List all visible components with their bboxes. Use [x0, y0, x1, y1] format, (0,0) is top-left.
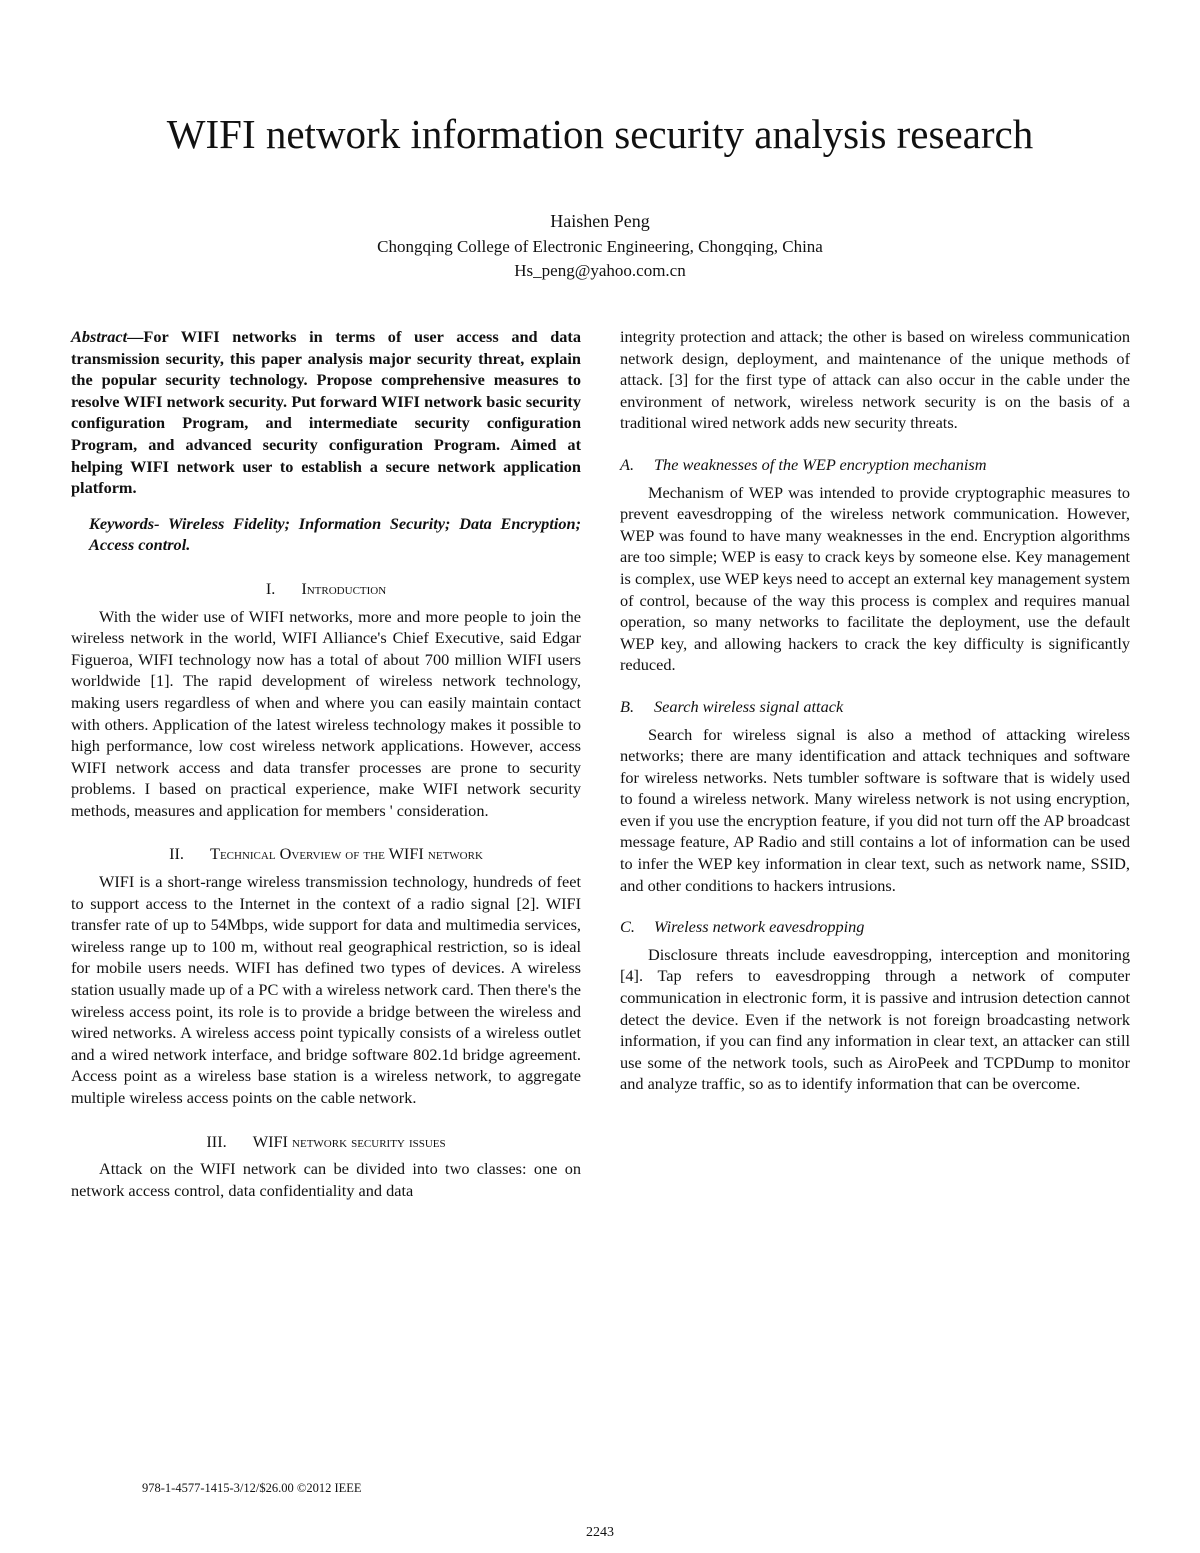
section-number: III. — [206, 1131, 227, 1151]
left-column — [71, 326, 581, 1201]
right-column — [620, 326, 1130, 1095]
section-title: Introduction — [301, 578, 387, 598]
keywords — [89, 513, 581, 556]
search-signal-paragraph: Search for wireless signal is also a method of attacking wireless networks; there are many identification and attack techniques and software for wireless networks. Nets tumbler software is software that is widely used to found a wireless network. Many wireless network is not using encryption, even if you use the encryption feature, if you did not turn off the AP broadcast message feature, AP Radio and still contains a lot of information can be used to infer the WEP key information in clear text, such as network name, SSID, and other conditions to hackers intrusions. — [620, 724, 1130, 895]
subsection-title: Search wireless signal attack — [654, 696, 844, 716]
overview-paragraph: WIFI is a short-range wireless transmission technology, hundreds of feet to support access to the Internet in the context of a radio signal [2]. WIFI transfer rate of up to 54Mbps, wide support for data and multimedia services, wireless range up to 100 m, without real geographical restriction, so is ideal for mobile users needs. WIFI has defined two types of devices. A wireless station usually made up of a PC with a wireless network card. Then there's the wireless access point, its role is to provide a bridge between the wireless and wired networks. A wireless access point typically consists of a wireless outlet and a wired network interface, and bridge software 802.1d bridge agreement. Access point as a wireless base station is a wireless network, to aggregate multiple wireless access points on the cable network. — [71, 872, 581, 1107]
subsection-title: Wireless network eavesdropping — [654, 917, 865, 937]
abstract — [71, 326, 581, 499]
security-issues-paragraph-start: Attack on the WIFI network can be divided into two classes: one on network access control, data confidentiality and data — [71, 1159, 581, 1200]
author-affiliation: Chongqing College of Electronic Engineering, Chongqing, China — [377, 237, 823, 256]
section-heading-security-issues — [71, 1131, 581, 1153]
subsection-heading-search-signal — [620, 696, 1130, 718]
section-heading-overview — [71, 843, 581, 865]
footer-copyright: 978-1-4577-1415-3/12/$26.00 ©2012 IEEE — [142, 1481, 362, 1495]
subsection-number: C. — [620, 917, 635, 937]
abstract-text: —For WIFI networks in terms of user access and data transmission security, this paper analysis major security threat, explain the popular security technology. Propose comprehensive measures to resolve WIFI network security. Put forward WIFI network basic security configuration Program, and intermediate security configuration Program, and advanced security configuration Program. Aimed at helping WIFI network user to establish a secure network application platform. — [71, 327, 581, 498]
author-name: Haishen Peng — [550, 211, 650, 231]
introduction-paragraph: With the wider use of WIFI networks, more and more people to join the wireless network in the world, WIFI Alliance's Chief Executive, said Edgar Figueroa, WIFI technology now has a total of about 700 million WIFI users worldwide [1]. The rapid development of wireless network technology, making users regardless of when and where you can easily maintain contact with others. Application of the latest wireless technology makes it possible to high performance, low cost wireless network applications. However, access WIFI network access and data transfer processes are prone to security problems. I based on practical experience, make WIFI network security methods, measures and application for members ' consideration. — [71, 606, 581, 820]
subsection-heading-eavesdropping — [620, 916, 1130, 938]
subsection-title: The weaknesses of the WEP encryption mechanism — [654, 454, 987, 474]
section-number: I. — [265, 578, 276, 598]
keywords-text: Wireless Fidelity; Information Security; Data Encryption; Access control. — [89, 513, 581, 555]
eavesdropping-paragraph: Disclosure threats include eavesdropping, interception and monitoring [4]. Tap refers to eavesdropping through a network of computer communication in electronic form, it is passive and intrusion detection cannot detect the device. Even if the network is not foreign broadcasting network information, if you can find any information in clear text, an attacker can still use some of the network tools, such as AiroPeek and TCPDump to monitor and analyze traffic, so as to identify information that can be overcome. — [620, 944, 1130, 1094]
subsection-heading-wep — [620, 454, 1130, 476]
section-title: WIFI network security issues — [252, 1131, 446, 1151]
paper-title: WIFI network information security analysis research — [166, 111, 1034, 157]
page-number: 2243 — [586, 1525, 614, 1540]
keywords-lead: Keywords- — [89, 513, 160, 533]
abstract-lead: Abstract — [71, 327, 128, 346]
section-heading-introduction — [71, 578, 581, 600]
subsection-number: A. — [620, 454, 635, 474]
author-email: Hs_peng@yahoo.com.cn — [514, 261, 686, 280]
subsection-number: B. — [620, 696, 635, 716]
security-issues-paragraph-continued: integrity protection and attack; the other is based on wireless communication network design, deployment, and maintenance of the unique methods of attack. [3] for the first type of attack can also occur in the cable under the environment of network, wireless network security is on the basis of a traditional wired network adds new security threats. — [620, 327, 1130, 433]
wep-paragraph: Mechanism of WEP was intended to provide cryptographic measures to prevent eavesdropping of the wireless network communication. However, WEP was found to have many weaknesses in the end. Encryption algorithms are too simple; WEP is easy to crack keys by someone else. Key management is complex, use WEP keys need to accept an external key management system of control, because of the way this process is complex and requires manual operation, so many networks to facilitate the deployment, use the default WEP key, and allowing hackers to crack the key difficulty is significantly reduced. — [620, 482, 1130, 675]
section-number: II. — [169, 844, 184, 864]
section-title: Technical Overview of the WIFI network — [210, 844, 483, 864]
